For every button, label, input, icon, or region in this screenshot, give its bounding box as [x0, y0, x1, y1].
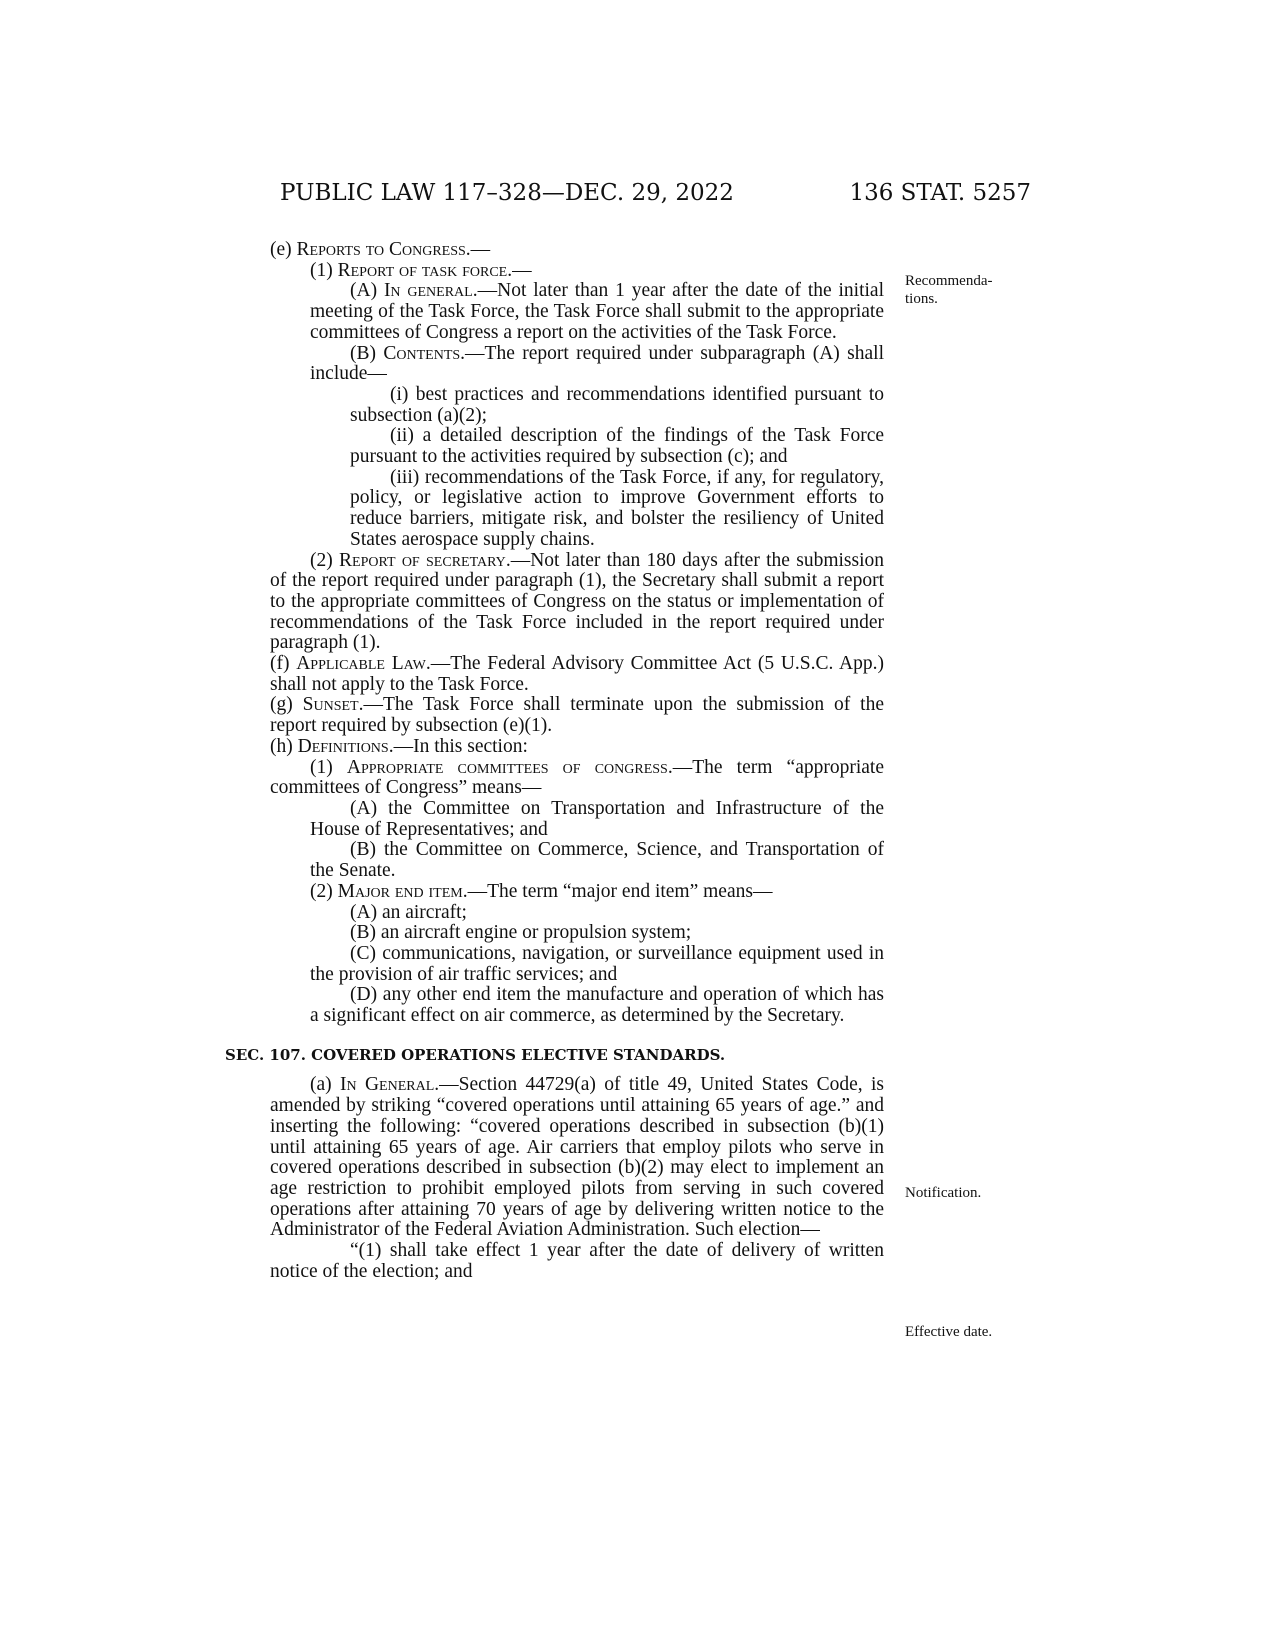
paragraph-e2: (2) Report of secretary.—Not later than 180 days after the submission of the report required under paragraph (1), the Secretary shall submit a report to the appropriate committees of Congress on the status or implementation of recommendations of the Task Force included in the report required under paragraph (1).	[270, 549, 884, 654]
heading: In General	[340, 1074, 435, 1096]
heading: Definitions	[297, 735, 389, 757]
subparagraph-h2C: (C) communications, navigation, or surveillance equipment used in the provision of air traffic services; and	[310, 942, 884, 985]
subparagraph-e1B: (B) Contents.—The report required under subparagraph (A) shall include—	[310, 342, 884, 385]
heading: Major end item	[337, 880, 463, 902]
document-body	[225, 239, 885, 1282]
statute-page-number: 136 STAT. 5257	[849, 180, 1031, 206]
heading: Contents	[383, 342, 461, 364]
margin-note-effective-date: Effective date.	[905, 1324, 993, 1340]
public-law-citation: PUBLIC LAW 117–328—DEC. 29, 2022	[280, 180, 734, 206]
heading: Report of task force	[337, 259, 508, 281]
subparagraph-h2A: (A) an aircraft;	[350, 901, 467, 923]
clause-e1Bii: (ii) a detailed description of the findings of the Task Force pursuant to the activities required by subsection (c); and	[350, 425, 884, 468]
subparagraph-e1A: (A) In general.—Not later than 1 year after the date of the initial meeting of the Task Force, the Task Force shall submit to the appropriate committees of Congress a report on the activities of the Task Force.	[310, 280, 885, 343]
paragraph-e1-heading: (1) Report of task force.—	[310, 259, 532, 281]
subsection-g: (g) Sunset.—The Task Force shall terminate upon the submission of the report required by subsection (e)(1).	[270, 694, 884, 737]
subsection-f: (f) Applicable Law.—The Federal Advisory Committee Act (5 U.S.C. App.) shall not apply to the Task Force.	[270, 653, 885, 695]
heading: Applicable Law	[296, 653, 426, 675]
section-107-subsection-a: (a) In General.—Section 44729(a) of title 49, United States Code, is amended by striking “covered operations until attaining 65 years of age.” and inserting the following: “covered operations described in subsection (b)(1) until attaining 65 years of age. Air carriers that employ pilots who serve in covered operations described in subsection (b)(2) may elect to implement an age restriction to prohibit employed pilots from serving in such covered operations after attaining 70 years of age by delivering written notice to the Administrator of the Federal Aviation Administration. Such election—	[270, 1074, 884, 1241]
subparagraph-h2B: (B) an aircraft engine or propulsion system;	[350, 922, 692, 944]
section-107-paragraph-1: “(1) shall take effect 1 year after the date of delivery of written notice of the election; and	[270, 1240, 884, 1282]
heading: Reports to Congress	[296, 239, 466, 260]
paragraph-h1: (1) Appropriate committees of congress.—The term “appropriate committees of Congress” means—	[270, 756, 884, 799]
subsection-h: (h) Definitions.—In this section:	[270, 735, 528, 757]
margin-note-notification: Notification.	[905, 1185, 982, 1201]
section-107-title: SEC. 107. COVERED OPERATIONS ELECTIVE STANDARDS.	[225, 1045, 726, 1064]
heading: Appropriate committees of congress	[346, 756, 668, 778]
heading: Report of secretary	[339, 549, 506, 571]
heading: In general	[383, 280, 473, 302]
paragraph-h2: (2) Major end item.—The term “major end item” means—	[310, 880, 773, 902]
margin-note-recommendations: Recommenda- tions.	[905, 273, 993, 307]
clause-e1Biii: (iii) recommendations of the Task Force, if any, for regulatory, policy, or legislative action to improve Government efforts to reduce barriers, mitigate risk, and bolster the resiliency of United States aerospace supply chains.	[350, 466, 884, 550]
page-header	[276, 180, 1031, 220]
clause-e1Bi: (i) best practices and recommendations identified pursuant to subsection (a)(2);	[350, 383, 884, 426]
subparagraph-h1A: (A) the Committee on Transportation and Infrastructure of the House of Representatives; and	[310, 797, 884, 840]
subparagraph-h1B: (B) the Committee on Commerce, Science, and Transportation of the Senate.	[310, 839, 884, 882]
heading: Sunset	[302, 694, 359, 716]
subparagraph-h2D: (D) any other end item the manufacture and operation of which has a significant effect on air commerce, as determined by the Secretary.	[310, 984, 884, 1027]
subsection-e-heading: (e) Reports to Congress.—	[270, 239, 491, 260]
